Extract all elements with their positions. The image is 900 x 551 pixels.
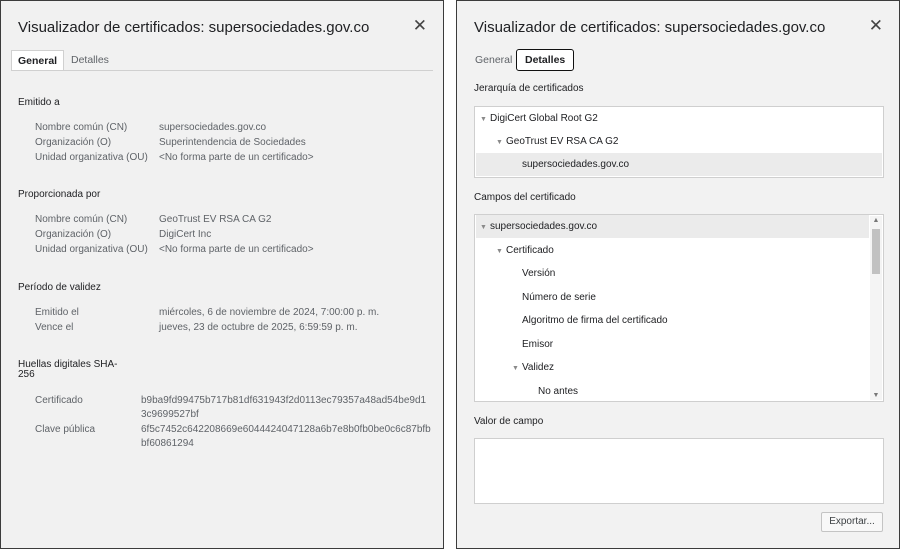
field-value: <No forma parte de un certificado> <box>159 152 314 163</box>
tree-item-certificate[interactable] <box>476 239 869 262</box>
vertical-scrollbar[interactable] <box>870 216 882 400</box>
tab-general[interactable]: General <box>475 54 513 66</box>
tab-details[interactable]: Detalles <box>71 54 109 66</box>
dialog-title: Visualizador de certificados: supersociedades.gov.co <box>18 19 370 36</box>
triangle-down-icon: ▼ <box>496 247 503 255</box>
field-value-textarea[interactable] <box>474 438 884 504</box>
tree-item-issuer[interactable] <box>476 333 869 356</box>
certificate-fingerprint: b9ba9fd99475b717b81df631943f2d0113ec79357a48ad54be9d13c9699527bf <box>141 395 427 420</box>
triangle-down-icon: ▼ <box>512 365 519 372</box>
field-value: Superintendencia de Sociedades <box>159 137 306 148</box>
tree-item-serial-number[interactable] <box>476 286 869 309</box>
certificate-hierarchy-tree <box>474 106 884 178</box>
tree-item-fields-root[interactable] <box>476 215 869 238</box>
field-label: Certificado <box>35 395 83 406</box>
field-label: Nombre común (CN) <box>35 122 128 133</box>
field-label: Organización (O) <box>35 137 112 148</box>
field-label: Unidad organizativa (OU) <box>35 152 148 163</box>
field-label: Nombre común (CN) <box>35 214 128 225</box>
field-value: miércoles, 6 de noviembre de 2024, 7:00:00 p. m. <box>159 307 380 318</box>
tree-item-intermediate[interactable] <box>476 130 882 153</box>
scroll-down-arrow-icon[interactable]: ▼ <box>872 392 880 399</box>
tree-item-label: Número de serie <box>522 291 596 303</box>
field-value: jueves, 23 de octubre de 2025, 6:59:59 p. m. <box>159 322 358 333</box>
export-button[interactable]: Exportar... <box>821 512 883 532</box>
tree-item-validity[interactable] <box>476 356 869 379</box>
validity-heading: Período de validez <box>18 282 101 293</box>
close-icon[interactable]: ✕ <box>412 16 427 35</box>
tree-item-root[interactable] <box>476 107 882 130</box>
scroll-up-arrow-icon[interactable]: ▲ <box>872 217 880 224</box>
tab-divider <box>11 70 433 71</box>
tree-item-label: Validez <box>522 362 555 373</box>
public-key-fingerprint: 6f5c7452c642208669e6044424047128a6b7e8b0fb0be0c6c87bfbbf60861294 <box>141 424 431 449</box>
hierarchy-heading: Jerarquía de certificados <box>474 83 584 94</box>
field-value: DigiCert Inc <box>159 229 212 240</box>
field-label: Clave pública <box>35 424 96 435</box>
tree-item-not-before[interactable] <box>476 380 869 403</box>
tree-item-label: Algoritmo de firma del certificado <box>522 315 668 326</box>
issued-by-heading: Proporcionada por <box>18 189 101 200</box>
field-label: Unidad organizativa (OU) <box>35 244 148 255</box>
certificate-viewer-general <box>0 0 444 549</box>
triangle-down-icon: ▼ <box>480 116 487 123</box>
field-label: Vence el <box>35 322 74 333</box>
issued-to-heading: Emitido a <box>18 97 60 108</box>
field-value-heading: Valor de campo <box>474 416 544 427</box>
field-label: Organización (O) <box>35 229 112 240</box>
certificate-fields-tree <box>474 214 884 402</box>
fingerprints-heading-line2: 256 <box>18 369 35 380</box>
tree-item-leaf-selected[interactable] <box>476 153 882 176</box>
tree-item-label: supersociedades.gov.co <box>522 159 630 170</box>
field-value: <No forma parte de un certificado> <box>159 244 314 255</box>
tree-item-label: Versión <box>522 268 556 279</box>
tree-item-label: GeoTrust EV RSA CA G2 <box>506 136 619 147</box>
tree-item-label: supersociedades.gov.co <box>490 221 598 232</box>
close-icon[interactable]: ✕ <box>868 16 883 35</box>
field-value: supersociedades.gov.co <box>159 122 267 133</box>
tree-item-label: Certificado <box>506 244 554 256</box>
tree-item-signature-algorithm[interactable] <box>476 309 869 332</box>
dialog-title: Visualizador de certificados: supersociedades.gov.co <box>474 19 826 36</box>
triangle-down-icon: ▼ <box>480 224 487 231</box>
tree-item-label: DigiCert Global Root G2 <box>490 113 598 124</box>
tree-item-label: No antes <box>538 385 579 397</box>
fingerprints-heading-line1: Huellas digitales SHA- <box>18 359 118 370</box>
tree-item-version[interactable] <box>476 262 869 285</box>
field-label: Emitido el <box>35 307 79 318</box>
tab-general[interactable]: General <box>11 50 64 71</box>
fields-heading: Campos del certificado <box>474 192 576 203</box>
fingerprints-heading <box>18 360 118 380</box>
field-value: GeoTrust EV RSA CA G2 <box>159 214 272 225</box>
triangle-down-icon: ▼ <box>496 139 503 146</box>
tree-item-label: Emisor <box>522 338 554 350</box>
scrollbar-thumb[interactable] <box>872 229 880 274</box>
tab-details[interactable]: Detalles <box>516 49 574 71</box>
